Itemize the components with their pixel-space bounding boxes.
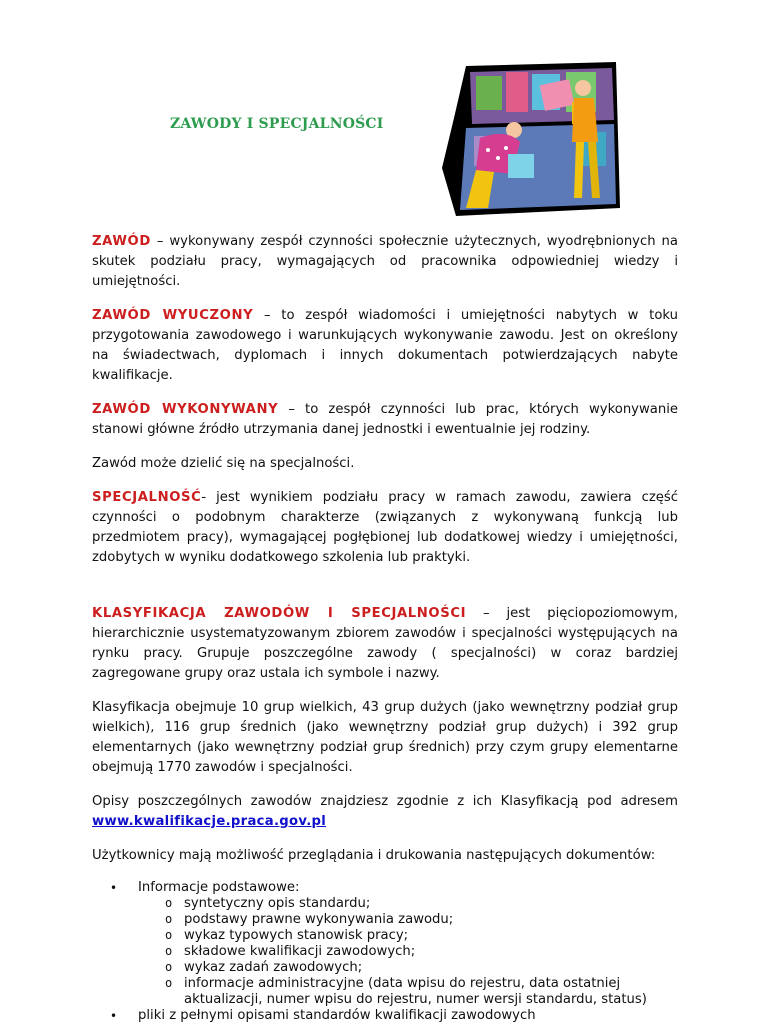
users-paragraph: Użytkownicy mają możliwość przeglądania i drukowania następujących dokumentów: [92, 848, 656, 863]
definition-zawod-wykonywany [92, 400, 678, 440]
term-zawod-wykonywany: ZAWÓD WYKONYWANY [92, 402, 279, 417]
sub-list-item: o składowe kwalifikacji zawodowych; [184, 944, 678, 960]
list-item-label: Informacje podstawowe: [138, 880, 300, 895]
sub-list [138, 896, 678, 1008]
classification-paragraph [92, 604, 678, 684]
sub-list-item: o informacje administracyjne (data wpisu do rejestru, data ostatniej aktualizacji, numer wpisu do rejestru, numer wersji standardu, status) [184, 976, 678, 1008]
definition-zawod-wyuczony [92, 306, 678, 386]
document-body [92, 232, 678, 1024]
definition-text: – wykonywany zespół czynności społecznie użytecznych, wyodrębnionych na skutek podziału pracy, wymagających od pracownika odpowiedniej wiedzy i umiejętności. [92, 234, 678, 289]
list-item [138, 880, 678, 1008]
definition-text: – to zespół czynności lub prac, których wykonywanie stanowi główne źródło utrzymania danej jednostki i ewentualnie jej rodziny. [92, 402, 678, 437]
groups-paragraph: Klasyfikacja obejmuje 10 grup wielkich, 43 grup dużych (jako wewnętrzny podział grup wielkich), 116 grup średnich (jako wewnętrzny podział grup dużych) i 392 grup elementarnych (jako wewnętrzny podział grup średnich) przy czym grupy elementarne obejmują 1770 zawodów i specjalności. [92, 700, 678, 775]
documents-list [92, 880, 678, 1024]
sub-list-item: o wykaz zadań zawodowych; [184, 960, 678, 976]
link-intro: Opisy poszczególnych zawodów znajdziesz zgodnie z ich Klasyfikacją pod adresem [92, 794, 678, 809]
sub-list-item: o syntetyczny opis standardu; [184, 896, 678, 912]
sub-list-item: o wykaz typowych stanowisk pracy; [184, 928, 678, 944]
sub-list-item: o podstawy prawne wykonywania zawodu; [184, 912, 678, 928]
term-specjalnosc: SPECJALNOŚĆ [92, 490, 202, 505]
link-paragraph [92, 792, 678, 832]
list-item: • pliki z pełnymi opisami standardów kwalifikacji zawodowych [138, 1008, 678, 1024]
definition-specjalnosc [92, 488, 678, 568]
kwalifikacje-link[interactable]: www.kwalifikacje.praca.gov.pl [92, 814, 327, 829]
definition-text: – to zespół wiadomości i umiejętności nabytych w toku przygotowania zawodowego i warunkujących wykonywanie zawodu. Jest on określony na świadectwach, dyplomach i innych dokumentach potwierdzających nabyte kwalifikacje. [92, 308, 678, 383]
people-arranging-boxes-on-shelves-clipart [436, 58, 622, 218]
note-paragraph: Zawód może dzielić się na specjalności. [92, 456, 355, 471]
term-zawod-wyuczony: ZAWÓD WYUCZONY [92, 308, 254, 323]
page-title: ZAWODY I SPECJALNOŚCI [170, 116, 384, 132]
term-klasyfikacja: KLASYFIKACJA ZAWODÓW I SPECJALNOŚCI [92, 606, 467, 621]
classification-text: – jest pięciopoziomowym, hierarchicznie usystematyzowanym zbiorem zawodów i specjalności występujących na rynku pracy. Grupuje poszczególne zawody ( specjalności) w coraz bardziej zagregowane grupy oraz ustala ich symbole i nazwy. [92, 606, 678, 681]
definition-text: - jest wynikiem podziału pracy w ramach zawodu, zawiera część czynności o podobnym charakterze (związanych z wykonywaną funkcją lub przedmiotem pracy), wymagającej pogłębionej lub dodatkowej wiedzy i umiejętności, zdobytych w wyniku dodatkowego szkolenia lub praktyki. [92, 490, 678, 565]
term-zawod: ZAWÓD [92, 234, 151, 249]
definition-zawod [92, 232, 678, 292]
